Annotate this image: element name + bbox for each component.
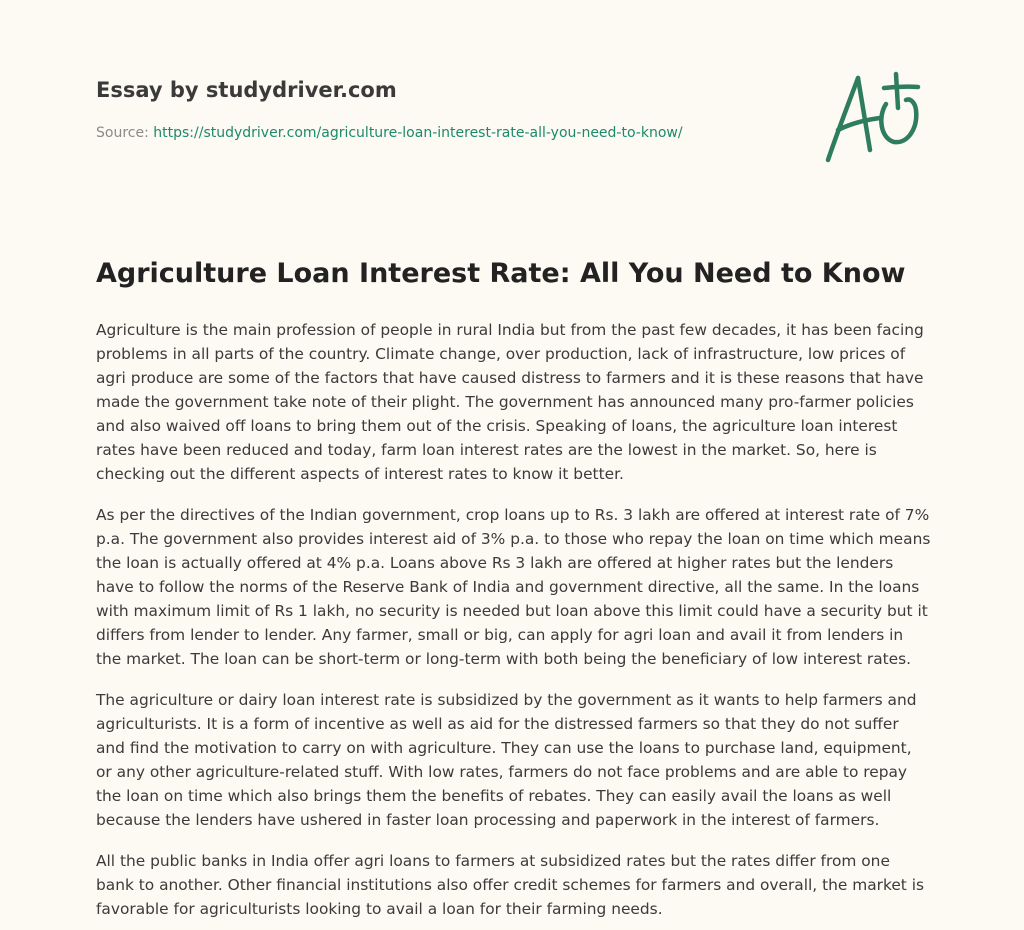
site-title: Essay by studydriver.com: [96, 78, 397, 102]
page-header: [96, 76, 796, 143]
article-paragraph: The agriculture or dairy loan interest rate is subsidized by the government as it wants to help farmers and agriculturists. It is a form of incentive as well as aid for the distressed farmers so that they do not suffer and find the motivation to carry on with agriculture. They can use the loans to purchase land, equipment, or any other agriculture-related stuff. With low rates, farmers do not face problems and are able to repay the loan on time which also brings them the benefits of rebates. They can easily avail the loans as well because the lenders have ushered in faster loan processing and paperwork in the interest of farmers.: [96, 691, 917, 829]
article: [96, 256, 932, 921]
article-paragraph: All the public banks in India offer agri loans to farmers at subsidized rates but the rates differ from one bank to another. Other financial institutions also offer credit schemes for farmers and overall, the market is favorable for agriculturists looking to avail a loan for their farming needs.: [96, 852, 925, 918]
source-label: Source:: [96, 125, 154, 141]
article-paragraph: As per the directives of the Indian government, crop loans up to Rs. 3 lakh are offered at interest rate of 7% p.a. The government also provides interest aid of 3% p.a. to those who repay the loan on time which means the loan is actually offered at 4% p.a. Loans above Rs 3 lakh are offered at higher rates but the lenders have to follow the norms of the Reserve Bank of India and government directive, all the same. In the loans with maximum limit of Rs 1 lakh, no security is needed but loan above this limit could have a security but it differs from lender to lender. Any farmer, small or big, can apply for agri loan and avail it from lenders in the market. The loan can be short-term or long-term with both being the beneficiary of low interest rates.: [96, 506, 931, 668]
article-paragraph: Agriculture is the main profession of people in rural India but from the past few decades, it has been facing problems in all parts of the country. Climate change, over production, lack of infrastructure, low prices of agri produce are some of the factors that have caused distress to farmers and it is these reasons that have made the government take note of their plight. The government has announced many pro-farmer policies and also waived off loans to bring them out of the crisis. Speaking of loans, the agriculture loan interest rates have been reduced and today, farm loan interest rates are the lowest in the market. So, here is checking out the different aspects of interest rates to know it better.: [96, 321, 924, 483]
a-plus-logo-icon: [820, 68, 930, 168]
source-line: [96, 123, 796, 143]
page-title: Agriculture Loan Interest Rate: All You Need to Know: [96, 258, 906, 289]
source-link[interactable]: https://studydriver.com/agriculture-loan-interest-rate-all-you-need-to-know/: [153, 125, 683, 141]
